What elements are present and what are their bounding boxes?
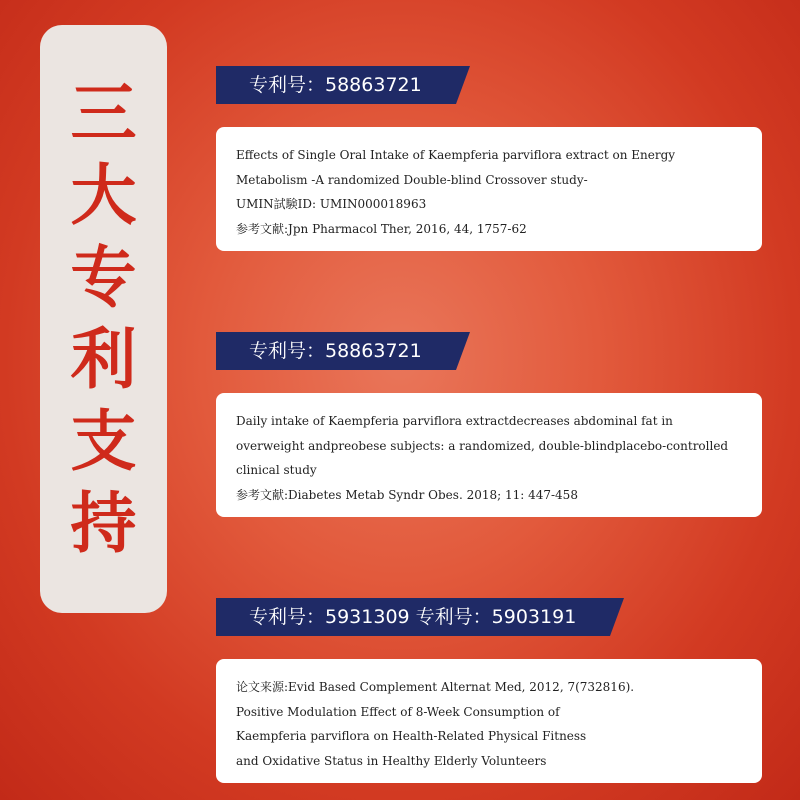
patent-tag-2 bbox=[216, 332, 456, 370]
side-title-char: 三 bbox=[70, 75, 137, 152]
reference-line: 参考文献:Jpn Pharmacol Ther, 2016, 44, 1757-62 bbox=[236, 221, 527, 236]
side-title-char: 专 bbox=[70, 239, 137, 316]
patent-tag-label: 专利号：5931309 专利号：5903191 bbox=[249, 606, 577, 628]
patent-tag-3 bbox=[216, 598, 610, 636]
reference-line: 论文来源:Evid Based Complement Alternat Med, 2012, 7(732816). bbox=[236, 680, 635, 694]
reference-line: and Oxidative Status in Healthy Elderly Volunteers bbox=[236, 753, 547, 768]
patent-tag-label: 专利号：58863721 bbox=[249, 74, 422, 96]
reference-line: UMIN試験ID: UMIN000018963 bbox=[236, 197, 427, 211]
reference-line: 参考文献:Diabetes Metab Syndr Obes. 2018; 11: 447-458 bbox=[236, 487, 578, 502]
reference-line: Effects of Single Oral Intake of Kaempferia parviflora extract on Energy bbox=[236, 148, 676, 162]
reference-line: Daily intake of Kaempferia parviflora extractdecreases abdominal fat in bbox=[236, 414, 673, 428]
reference-line: Kaempferia parviflora on Health-Related Physical Fitness bbox=[236, 729, 587, 743]
reference-line: Positive Modulation Effect of 8-Week Consumption of bbox=[236, 704, 560, 719]
side-title-char: 支 bbox=[70, 403, 137, 480]
side-title-panel bbox=[40, 25, 167, 613]
reference-card-2 bbox=[216, 393, 762, 517]
tag-tail-shape bbox=[456, 66, 470, 104]
reference-card-1 bbox=[216, 127, 762, 251]
patent-tag-label: 专利号：58863721 bbox=[249, 340, 422, 362]
reference-line: clinical study bbox=[236, 463, 317, 477]
tag-tail-shape bbox=[456, 332, 470, 370]
reference-line: Metabolism -A randomized Double-blind Crossover study- bbox=[236, 172, 588, 187]
side-title-char: 大 bbox=[70, 157, 137, 234]
tag-tail-shape bbox=[610, 598, 624, 636]
reference-line: overweight andpreobese subjects: a randomized, double-blindplacebo-controlled bbox=[236, 438, 729, 453]
patent-tag-1 bbox=[216, 66, 456, 104]
side-title-char: 持 bbox=[70, 485, 137, 562]
reference-card-3 bbox=[216, 659, 762, 783]
side-title-char: 利 bbox=[70, 321, 137, 398]
